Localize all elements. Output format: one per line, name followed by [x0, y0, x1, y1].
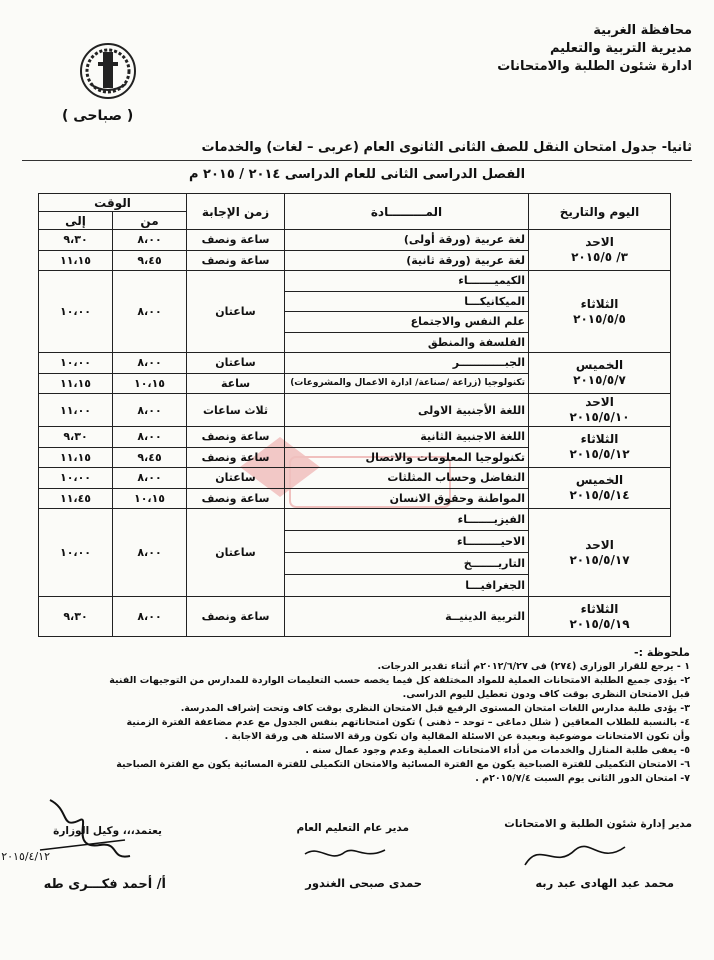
to-cell: ١٠،٠٠ [39, 468, 113, 489]
schedule-subtitle: الفصل الدراسى الثانى للعام الدراسى ٢٠١٤ / ٢٠١٥ م [188, 167, 526, 182]
handwritten-signature-icon [1, 790, 140, 875]
to-cell: ١١،١٥ [39, 373, 113, 394]
duration-cell: ساعة ونصف [187, 488, 285, 509]
subject-cell: الفلسفة والمنطق [285, 332, 529, 353]
subject-cell: لغة عربية (ورقة أولى) [285, 230, 529, 251]
ministry-logo-icon [76, 40, 140, 102]
subject-cell: الميكانيكـــا [285, 291, 529, 312]
table-row [39, 353, 671, 374]
notes-label: ملحوظة :- [634, 646, 690, 659]
note-item: ٣- يؤدى طلبة مدارس اللغات امتحان المستوى الرفيع قبل الامتحان النظرى بوقت كاف وتحت إشراف المدرسة. [180, 703, 690, 714]
day-cell: الاحد ٣/ ٢٠١٥/٥ [529, 230, 671, 271]
day-cell: الخميس ٢٠١٥/٥/١٤ [529, 468, 671, 509]
table-row [39, 597, 671, 637]
subject-cell: اللغة الاجنبية الثانية [285, 427, 529, 448]
note-item: ١ - يرجع للقرار الوزارى (٢٧٤) فى ٢٠١٢/٦/٢٧م أثناء تقدير الدرجات. [377, 661, 690, 672]
divider [22, 160, 692, 161]
day-cell: الاحد ٢٠١٥/٥/١٠ [529, 394, 671, 427]
from-cell: ١٠،١٥ [113, 373, 187, 394]
col-duration: زمن الإجابة [187, 194, 285, 230]
to-cell: ٩،٣٠ [39, 427, 113, 448]
note-item: قبل الامتحان النظرى بوقت كاف ودون تعطيل لليوم الدراسى. [402, 689, 690, 700]
col-day-date: اليوم والتاريخ [529, 194, 671, 230]
schedule-table [38, 193, 671, 637]
from-cell: ٨،٠٠ [113, 468, 187, 489]
signature-name: حمدى صبحى الغندور [305, 876, 422, 890]
subject-cell: الجبــــــــــــر [285, 353, 529, 374]
handwritten-signature-icon [300, 840, 390, 868]
signature-block-students [504, 818, 692, 830]
subject-cell: الكيميـــــــاء [285, 271, 529, 292]
subject-cell: اللغة الأجنبية الاولى [285, 394, 529, 427]
subject-cell: المواطنة وحقوق الانسان [285, 488, 529, 509]
schedule-title: ثانيا- جدول امتحان النقل للصف الثانى الثانوى العام (عربى – لغات) والخدمات [201, 140, 692, 155]
svg-text:٢٠١٥/٤/١٢: ٢٠١٥/٤/١٢ [1, 850, 50, 863]
to-cell: ١٠،٠٠ [39, 353, 113, 374]
subject-cell: التربية الدينيــة [285, 597, 529, 637]
to-cell: ٩،٣٠ [39, 597, 113, 637]
from-cell: ٨،٠٠ [113, 271, 187, 353]
note-item: ٧- امتحان الدور الثانى يوم السبت ٢٠١٥/٧/٤م . [475, 773, 690, 784]
day-cell: الثلاثاء ٢٠١٥/٥/١٩ [529, 597, 671, 637]
note-item: ٢- يؤدى جميع الطلبة الامتحانات العملية للمواد المختلفة كل فيما يخصه حسب التعليمات الواردة للمدارس من التوجيهات الفنية [109, 675, 690, 686]
note-item: ٥- يعفى طلبة المنازل والخدمات من أداء الامتحانات العملية وعدم وجود عمال سنه . [305, 745, 690, 756]
subject-cell: الجغرافيـــا [285, 575, 529, 597]
duration-cell: ساعة [187, 373, 285, 394]
shift-label: ( صباحى ) [62, 108, 134, 124]
from-cell: ٨،٠٠ [113, 394, 187, 427]
to-cell: ١١،٠٠ [39, 394, 113, 427]
to-cell: ١٠،٠٠ [39, 271, 113, 353]
header-block [497, 22, 692, 76]
subject-cell: التفاضل وحساب المثلثات [285, 468, 529, 489]
to-cell: ١١،١٥ [39, 447, 113, 468]
table-row [39, 509, 671, 531]
subject-cell: لغة عربية (ورقة ثانية) [285, 250, 529, 271]
from-cell: ٨،٠٠ [113, 353, 187, 374]
to-cell: ٩،٣٠ [39, 230, 113, 251]
col-from: من [113, 212, 187, 230]
duration-cell: ساعتان [187, 509, 285, 597]
subject-cell: التاريـــــــخ [285, 553, 529, 575]
from-cell: ١٠،١٥ [113, 488, 187, 509]
col-time: الوقت [39, 194, 187, 212]
duration-cell: ساعة ونصف [187, 230, 285, 251]
from-cell: ٨،٠٠ [113, 509, 187, 597]
note-item: ٤- بالنسبة للطلاب المعاقين ( شلل دماغى – توحد – ذهنى ) تكون امتحاناتهم بنفس الجدول مع عدم مضاعفة الفترة الزمنية [126, 717, 690, 728]
notes-section [20, 646, 690, 786]
note-item: وأن تكون الامتحانات موضوعية وبعيدة عن الاسئلة المقالية وان تكون ورقة الاسئلة هى ورقة الاجابة . [224, 731, 690, 742]
from-cell: ٩،٤٥ [113, 447, 187, 468]
table-row [39, 394, 671, 427]
duration-cell: ساعتان [187, 271, 285, 353]
from-cell: ٨،٠٠ [113, 597, 187, 637]
duration-cell: ثلاث ساعات [187, 394, 285, 427]
duration-cell: ساعتان [187, 468, 285, 489]
duration-cell: ساعة ونصف [187, 427, 285, 448]
signature-title: مدير عام التعليم العام [296, 822, 409, 834]
subject-cell: الاحيـــــــــاء [285, 531, 529, 553]
col-to: إلى [39, 212, 113, 230]
to-cell: ١٠،٠٠ [39, 509, 113, 597]
subject-cell: علم النفس والاجتماع [285, 312, 529, 333]
table-row [39, 230, 671, 251]
subject-cell: الفيزيـــــــاء [285, 509, 529, 531]
note-item: ٦- الامتحان التكميلى للفترة الصباحية يكون مع الفترة المسائية والامتحان التكميلى للفترة المسائية يكون مع الفترة الصباحية [116, 759, 690, 770]
table-row [39, 427, 671, 448]
signature-title: مدير إدارة شئون الطلبة و الامتحانات [504, 818, 692, 830]
department: ادارة شئون الطلبة والامتحانات [497, 59, 692, 74]
subject-cell: تكنولوجيا (زراعة /صناعة/ ادارة الاعمال والمشروعات) [285, 373, 529, 394]
signature-name: أ/ أحمد فكـــرى طه [43, 877, 166, 892]
duration-cell: ساعتان [187, 353, 285, 374]
day-cell: الثلاثاء ٢٠١٥/٥/٥ [529, 271, 671, 353]
directorate: مديرية التربية والتعليم [549, 41, 692, 56]
governorate: محافظة الغربية [593, 23, 692, 38]
to-cell: ١١،١٥ [39, 250, 113, 271]
table-row [39, 468, 671, 489]
col-subject: المـــــــــادة [285, 194, 529, 230]
from-cell: ٨،٠٠ [113, 230, 187, 251]
day-cell: الاحد ٢٠١٥/٥/١٧ [529, 509, 671, 597]
duration-cell: ساعة ونصف [187, 597, 285, 637]
day-cell: الخميس ٢٠١٥/٥/٧ [529, 353, 671, 394]
signature-name: محمد عبد الهادى عبد ربه [535, 876, 674, 890]
duration-cell: ساعة ونصف [187, 250, 285, 271]
day-cell: الثلاثاء ٢٠١٥/٥/١٢ [529, 427, 671, 468]
from-cell: ٨،٠٠ [113, 427, 187, 448]
handwritten-signature-icon [520, 835, 630, 875]
subject-cell: تكنولوجيا المعلومات والاتصال [285, 447, 529, 468]
table-row [39, 271, 671, 292]
from-cell: ٩،٤٥ [113, 250, 187, 271]
duration-cell: ساعة ونصف [187, 447, 285, 468]
signature-title: يعتمد،،، وكيل الوزارة [53, 825, 162, 837]
to-cell: ١١،٤٥ [39, 488, 113, 509]
